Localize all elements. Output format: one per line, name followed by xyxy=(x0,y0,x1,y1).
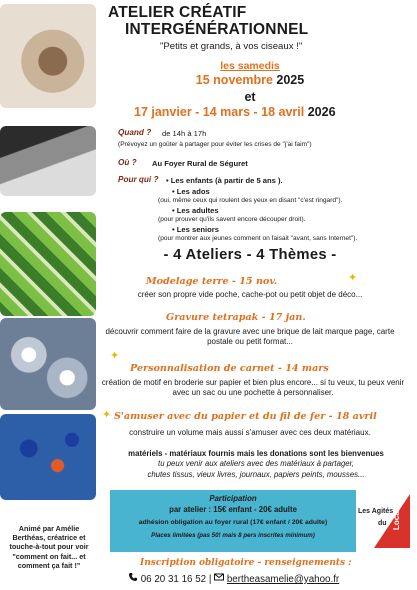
audience-seniors-note: (pour montrer aux jeunes comment on faisait "avant, sans Internet"). xyxy=(158,235,358,242)
sparkle-icon: ✦ xyxy=(348,272,358,284)
workshop-2-title: Gravure tetrapak - 17 jan. xyxy=(166,312,306,323)
materials-line-2: tu peux venir aux ateliers avec des matériaux à partager, xyxy=(158,459,354,469)
participation-title: Participation xyxy=(209,494,257,503)
phone-number[interactable]: 06 20 31 16 52 xyxy=(140,573,207,585)
photo-wire-art xyxy=(0,414,96,500)
participation-panel xyxy=(110,490,356,552)
inscription-heading: Inscription obligatoire - renseignements : xyxy=(140,558,352,568)
ateliers-heading: - 4 Ateliers - 4 Thèmes - xyxy=(163,247,337,263)
workshop-4-title: S'amuser avec du papier et du fil de fer - 18 avril xyxy=(114,411,377,422)
agites-du-local-logo: Les Agités du Local xyxy=(358,494,412,550)
workshop-3-title: Personnalisation de carnet - 14 mars xyxy=(130,363,329,374)
materials-line-3: chutes tissus, vieux livres, journaux, papiers peints, mousses... xyxy=(147,469,365,479)
participation-places: Places limitées (pas 50! mais 8 pers inscrites minimum) xyxy=(151,532,315,539)
workshop-1-title: Modelage terre - 15 nov. xyxy=(146,276,278,287)
workshop-3-desc: création de motif en broderie sur papier et bien plus encore... si tu veux, tu peux venir avec un sac ou une pochette à personnaliser. xyxy=(101,378,405,398)
participation-price: par atelier : 15€ enfant - 20€ adulte xyxy=(169,505,297,514)
audience-adults: • Les adultes xyxy=(172,206,219,215)
tagline: "Petits et grands, à vos ciseaux !" xyxy=(160,41,303,52)
workshop-4-desc: construire un volume mais aussi s'amuser avec ces deux matériaux. xyxy=(129,428,371,437)
workshop-1-desc: créer son propre vide poche, cache-pot ou petit objet de déco... xyxy=(137,290,363,299)
quand-text: de 14h à 17h xyxy=(162,129,207,138)
email-icon xyxy=(214,572,224,582)
photo-embroidery xyxy=(0,318,96,410)
ou-label: Où ? xyxy=(118,158,137,167)
date-et: et xyxy=(244,90,256,104)
date-2026: 17 janvier - 14 mars - 18 avril 2026 xyxy=(134,105,336,119)
quand-label: Quand ? xyxy=(118,128,152,137)
animator-credit: Animé par Amélie Berthéas, créatrice et touche-à-tout pour voir "comment on fait... et comment ça fait !" xyxy=(9,524,89,570)
quand-note: (Prévoyez un goûter à partager pour éviter les crises de "j'ai faim") xyxy=(118,141,312,148)
audience-adults-note: (pour prouver qu'ils savent encore découper droit). xyxy=(158,216,306,223)
photo-sidebar xyxy=(0,0,98,590)
workshop-2-desc: découvrir comment faire de la gravure avec une brique de lait marque page, carte postale ou petit format... xyxy=(105,327,395,347)
materials-line-1: matériels - matériaux fournis mais les donations sont les bienvenues xyxy=(128,449,384,458)
photo-tetrapak-prints xyxy=(0,212,96,316)
samedis-label: les samedis xyxy=(220,60,280,72)
pourqui-label: Pour qui ? xyxy=(118,175,159,184)
sparkle-icon: ✦ xyxy=(102,409,112,421)
ou-text: Au Foyer Rural de Séguret xyxy=(152,159,248,168)
photo-printing-press xyxy=(0,126,96,196)
contact-line: 06 20 31 16 52 | bertheasamelie@yahoo.fr xyxy=(128,572,339,585)
main-content xyxy=(100,0,417,590)
audience-teens-note: (oui, même ceux qui roulent des yeux en disant "c'est ringard"). xyxy=(158,197,343,204)
photo-pottery xyxy=(0,4,96,108)
audience-children: • Les enfants (à partir de 5 ans ). xyxy=(166,176,283,185)
materials-note xyxy=(110,449,402,480)
audience-seniors: • Les seniors xyxy=(172,225,219,234)
phone-icon xyxy=(128,572,138,582)
sparkle-icon: ✦ xyxy=(110,350,120,362)
email-link[interactable]: bertheasamelie@yahoo.fr xyxy=(226,573,340,585)
audience-teens: • Les ados xyxy=(172,187,210,196)
date-2025: 15 novembre 2025 xyxy=(195,73,305,87)
participation-adhesion: adhésion obligation au foyer rural (17€ enfant / 20€ adulte) xyxy=(138,519,328,526)
title-line-1: ATELIER CRÉATIF xyxy=(108,4,247,21)
title-line-2: INTERGÉNÉRATIONNEL xyxy=(125,21,309,38)
